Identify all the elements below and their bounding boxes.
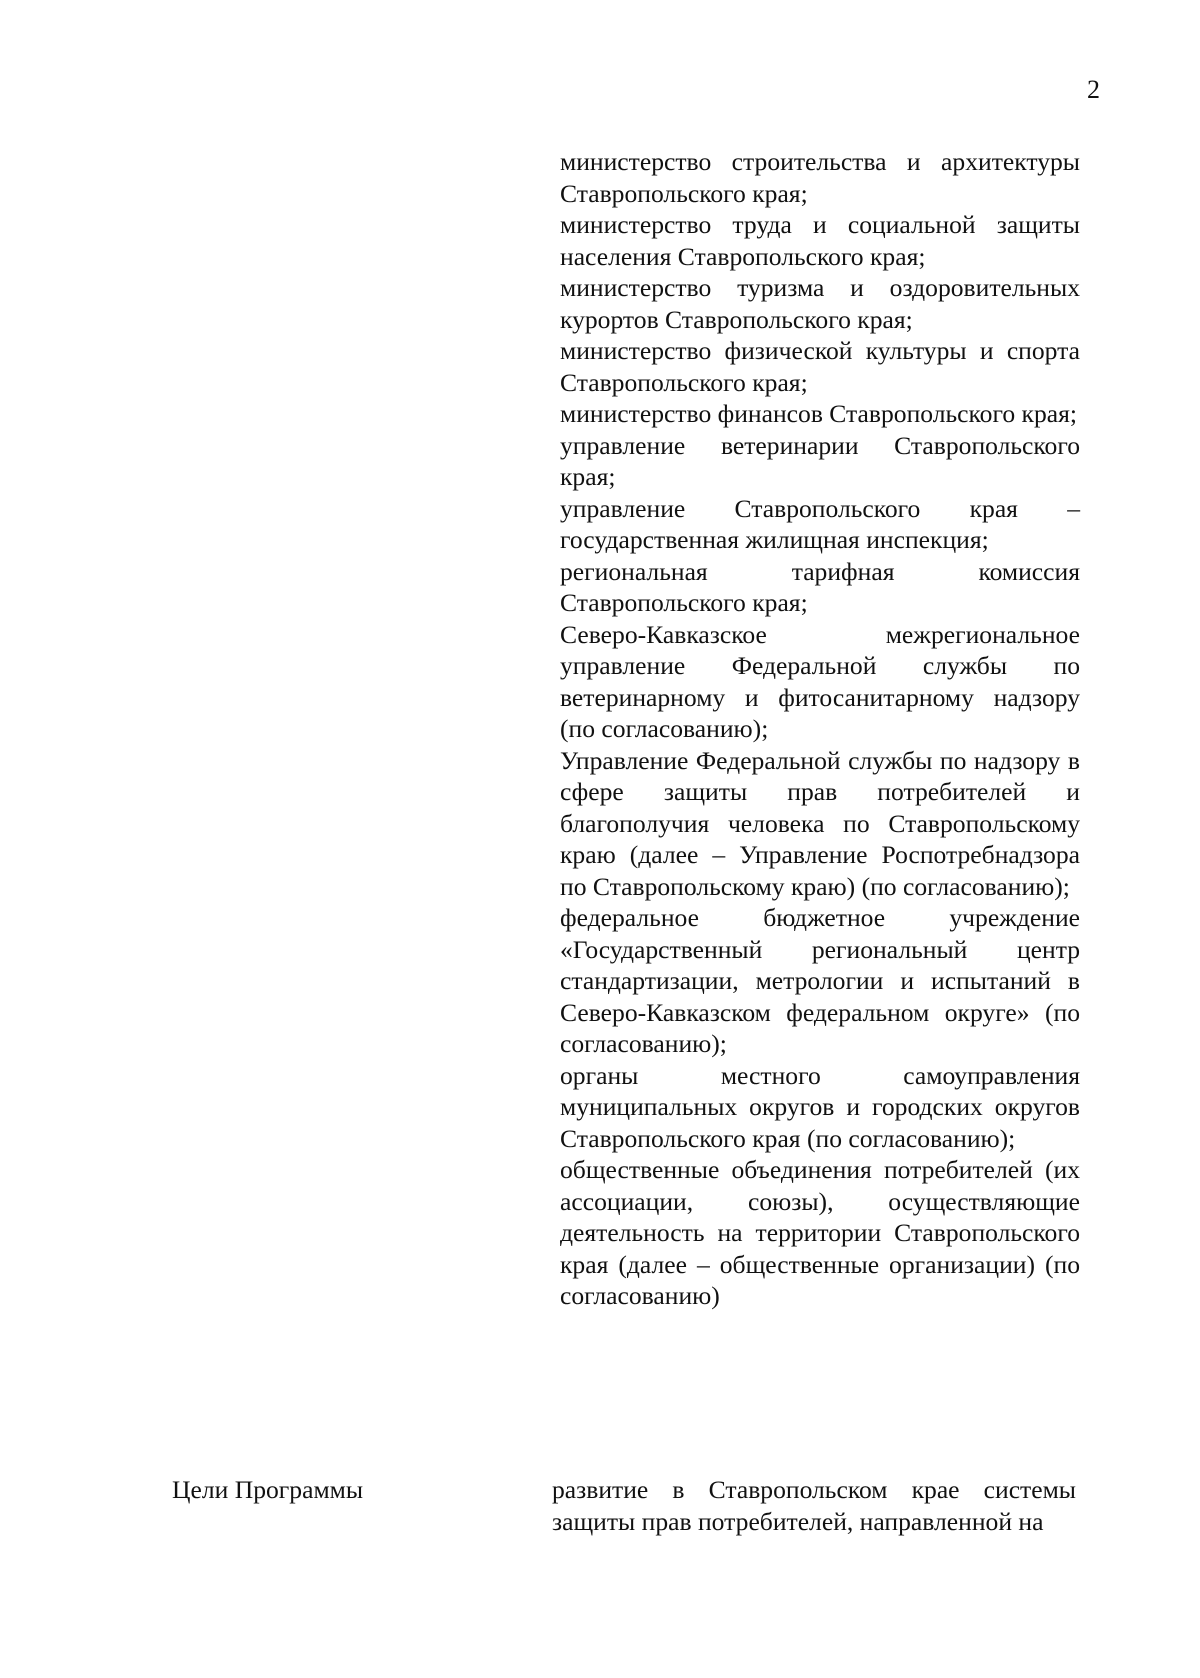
- executor-item: министерство туризма и оздоровительных курортов Ставропольского края;: [560, 273, 1080, 334]
- page-number: 2: [1087, 75, 1100, 104]
- executor-item: Северо-Кавказское межрегиональное управление Федеральной службы по ветеринарному и фитосанитарному надзору (по согласованию);: [560, 619, 1080, 743]
- executor-item: министерство физической культуры и спорта Ставропольского края;: [560, 336, 1080, 397]
- executor-item: федеральное бюджетное учреждение «Государственный региональный центр стандартизации, метрологии и испытаний в Северо-Кавказском федеральном округе» (по согласованию);: [560, 903, 1080, 1058]
- executor-item: общественные объединения потребителей (их ассоциации, союзы), осуществляющие деятельность на территории Ставропольского края (далее – общественные организации) (по согласованию): [560, 1155, 1080, 1310]
- executor-item: министерство строительства и архитектуры Ставропольского края;: [560, 147, 1080, 208]
- executor-item: министерство труда и социальной защиты населения Ставропольского края;: [560, 210, 1080, 271]
- executor-item: управление ветеринарии Ставропольского края;: [560, 430, 1080, 491]
- goals-label: Цели Программы: [172, 1475, 364, 1504]
- executor-item: органы местного самоуправления муниципальных округов и городских округов Ставропольского края (по согласованию);: [560, 1060, 1080, 1153]
- executor-item: Управление Федеральной службы по надзору в сфере защиты прав потребителей и благополучия человека по Ставропольскому краю (далее – Управление Роспотребнадзора по Ставропольскому краю) (по согласованию);: [560, 745, 1080, 901]
- executor-item: министерство финансов Ставропольского края;: [560, 399, 1077, 428]
- executors-list: [560, 146, 1080, 1312]
- executor-item: управление Ставропольского края – государственная жилищная инспекция;: [560, 493, 1080, 554]
- executor-item: региональная тарифная комиссия Ставропольского края;: [560, 556, 1080, 617]
- goals-text: развитие в Ставропольском крае системы защиты прав потребителей, направленной на: [552, 1475, 1076, 1536]
